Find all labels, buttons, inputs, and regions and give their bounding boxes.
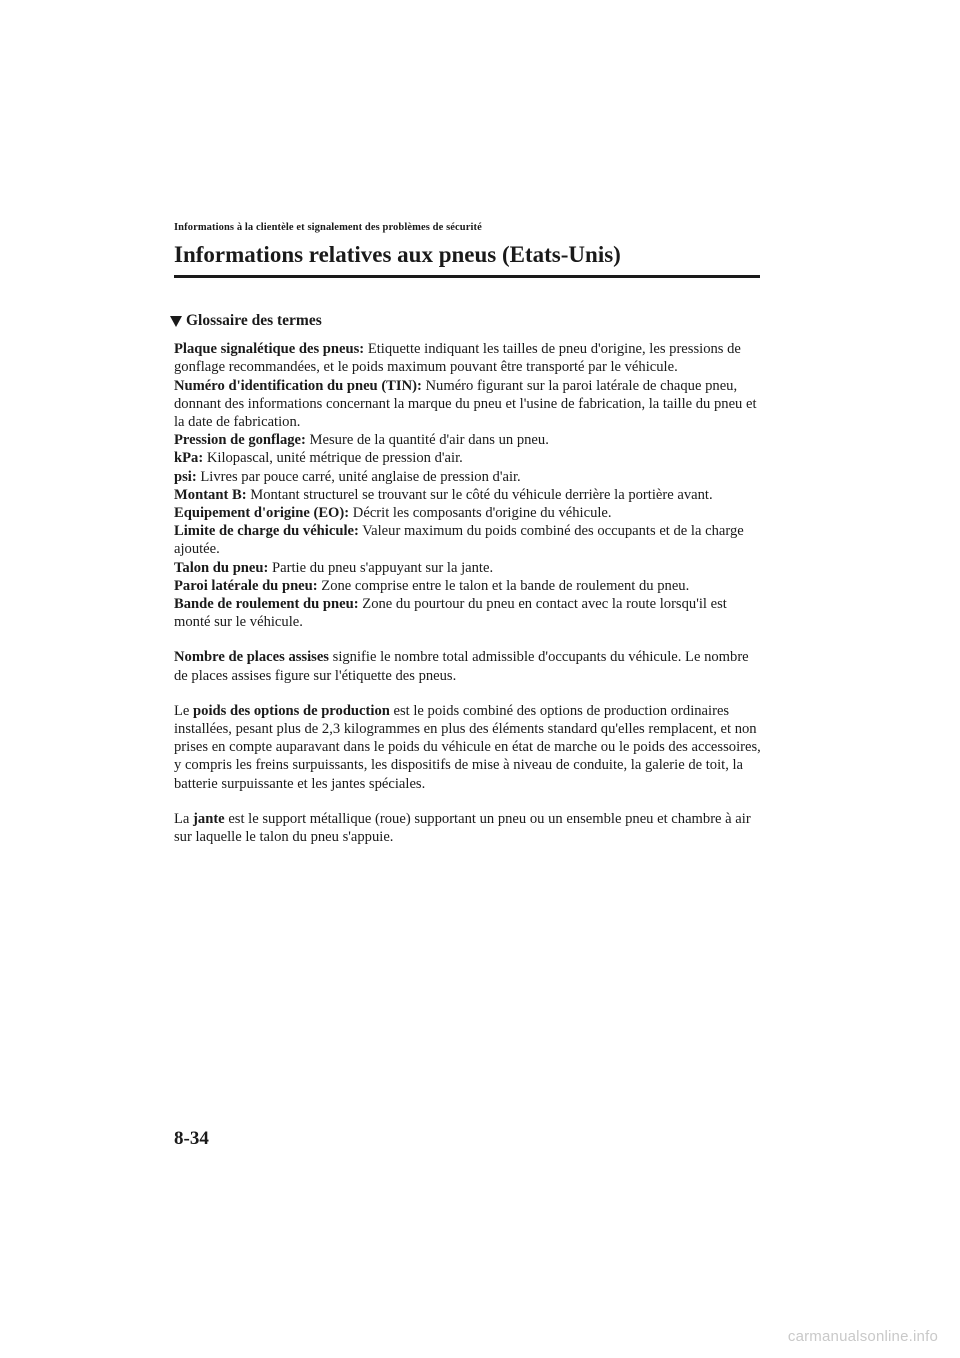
glossary-entry (174, 577, 764, 595)
glossary-definition: Décrit les composants d'origine du véhicule. (352, 505, 612, 522)
glossary-entry (174, 377, 764, 432)
glossary-term: Talon du pneu: (174, 559, 269, 576)
glossary-definition: Valeur maximum du poids combiné des occupants et de la charge ajoutée. (174, 523, 744, 558)
paragraph-bold-term: Nombre de places assises (174, 649, 329, 666)
paragraph-body: est le support métallique (roue) supportant un pneu ou un ensemble pneu et chambre à air sur laquelle le talon du pneu s'appuie. (174, 810, 751, 846)
glossary-definition: Partie du pneu s'appuyant sur la jante. (272, 559, 494, 576)
paragraph-body: est le poids combiné des options de production ordinaires installées, pesant plus de 2,3 kilogrammes en plus des éléments standard qu'elles remplacent, et non prises en compte auparavant dans le poids du véhicule en état de marche ou le poids des accessoires, y compris les freins surpuissants, les dispositifs de mise à niveau de conduite, la galerie de toit, la batterie surpuissante et les jantes spéciales. (174, 702, 761, 792)
paragraph-lead: Le (174, 702, 194, 719)
glossary-definition: Zone comprise entre le talon et la bande de roulement du pneu. (321, 577, 690, 594)
glossary-term: kPa: (174, 450, 204, 467)
paragraph-production-options (174, 702, 764, 793)
glossary-term: Paroi latérale du pneu: (174, 577, 318, 594)
paragraph-seating (174, 648, 764, 684)
breadcrumb: Informations à la clientèle et signalement des problèmes de sécurité (174, 222, 482, 233)
glossary-entry (174, 431, 764, 449)
glossary-definition: Montant structurel se trouvant sur le côté du véhicule derrière la portière avant. (250, 486, 713, 503)
glossary-term: Plaque signalétique des pneus: (174, 341, 365, 358)
page-number: 8-34 (174, 1128, 209, 1149)
section-heading (170, 312, 764, 330)
watermark-text: carmanualsonline.info (787, 1328, 938, 1345)
glossary-definition: Mesure de la quantité d'air dans un pneu. (309, 432, 549, 449)
paragraph-bold-term: poids des options de production (193, 702, 390, 719)
glossary-entry (174, 595, 764, 631)
glossary-term: Bande de roulement du pneu: (174, 596, 359, 613)
section-title: Glossaire des termes (186, 312, 322, 329)
glossary-entry (174, 522, 764, 558)
glossary-term: psi: (174, 468, 197, 485)
glossary-term: Limite de charge du véhicule: (174, 523, 359, 540)
glossary-definition: Livres par pouce carré, unité anglaise de pression d'air. (200, 468, 521, 485)
paragraph-body: signifie le nombre total admissible d'occupants du véhicule. Le nombre de places assises figure sur l'étiquette des pneus. (174, 649, 749, 684)
glossary-term: Montant B: (174, 486, 247, 503)
glossary-term: Equipement d'origine (EO): (174, 505, 350, 522)
triangle-down-icon (170, 316, 182, 327)
title-divider (174, 275, 760, 278)
glossary-entry (174, 340, 764, 376)
glossary-term: Pression de gonflage: (174, 432, 306, 449)
glossary-list (174, 340, 764, 631)
glossary-entry (174, 468, 764, 486)
page-title: Informations relatives aux pneus (Etats-Unis) (174, 242, 621, 267)
glossary-definition: Etiquette indiquant les tailles de pneu d'origine, les pressions de gonflage recommandées, et le poids maximum pouvant être transporté par le véhicule. (174, 341, 741, 376)
paragraph-rim (174, 810, 764, 846)
glossary-definition: Zone du pourtour du pneu en contact avec la route lorsqu'il est monté sur le véhicule. (174, 596, 727, 631)
paragraph-bold-term: jante (193, 810, 225, 827)
glossary-term: Numéro d'identification du pneu (TIN): (174, 377, 422, 394)
glossary-definition: Kilopascal, unité métrique de pression d'air. (206, 450, 463, 467)
paragraph-lead: La (174, 810, 194, 827)
glossary-entry (174, 504, 764, 522)
glossary-definition: Numéro figurant sur la paroi latérale de chaque pneu, donnant des informations concernant la marque du pneu et l'usine de fabrication, la taille du pneu et la date de fabrication. (174, 377, 757, 431)
glossary-entry (174, 486, 764, 504)
glossary-entry (174, 559, 764, 577)
main-content (174, 312, 764, 846)
glossary-entry (174, 449, 764, 467)
